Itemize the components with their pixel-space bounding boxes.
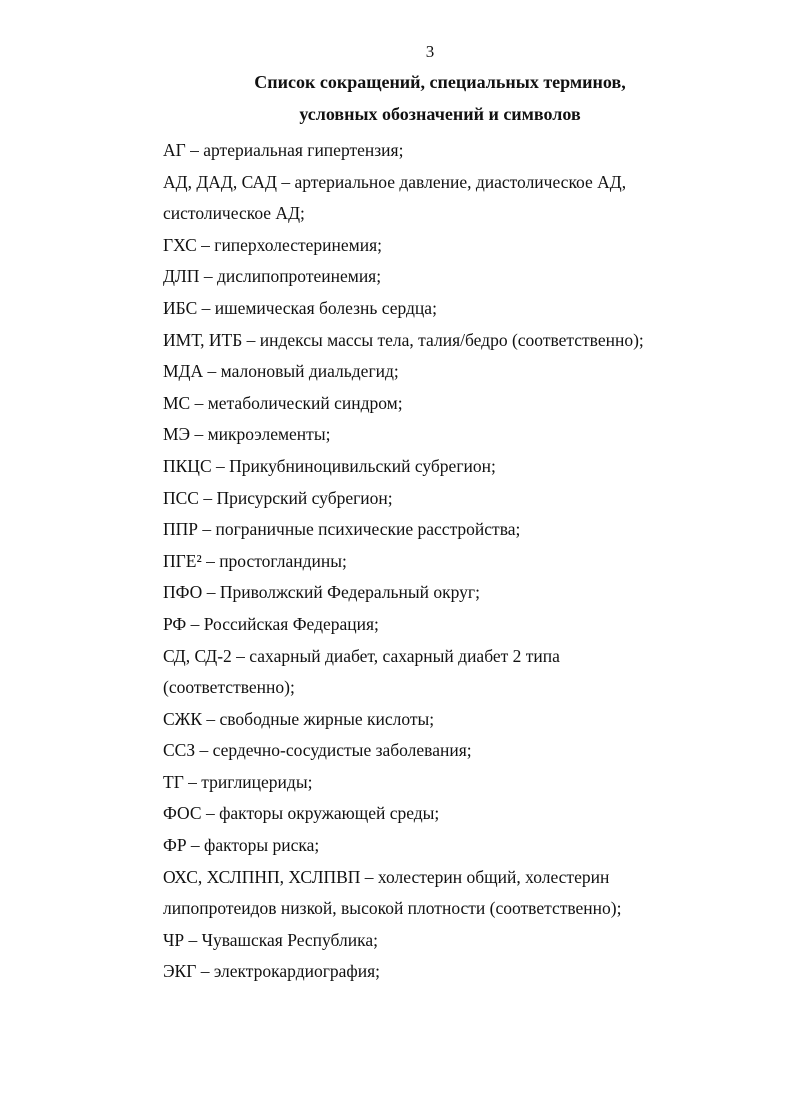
list-item (163, 230, 703, 262)
list-item (163, 704, 703, 736)
list-item (163, 356, 703, 388)
list-item (163, 451, 703, 483)
entry-text: МС – метаболический синдром; (163, 392, 403, 413)
entry-text: АГ – артериальная гипертензия; (163, 140, 404, 160)
entry-text: ТГ – триглицериды; (163, 771, 313, 792)
entry-text: ССЗ – сердечно-сосудистые заболевания; (163, 740, 472, 761)
entry-text: АД, ДАД, САД – артериальное давление, диастолическое АД, (163, 171, 627, 192)
entry-text: ФОС – факторы окружающей среды; (163, 803, 440, 824)
list-item (163, 641, 703, 704)
list-item (163, 546, 703, 578)
list-item (163, 325, 703, 357)
entry-continuation: (соответственно); (163, 677, 295, 698)
entry-text: ДЛП – дислипопротеинемия; (163, 266, 382, 287)
entry-text: СЖК – свободные жирные кислоты; (163, 708, 435, 729)
entry-text: ППР – пограничные психические расстройства; (163, 519, 521, 540)
list-item (163, 514, 703, 546)
entry-text: МЭ – микроэлементы; (163, 424, 331, 445)
list-item (163, 483, 703, 515)
entry-text: ПКЦС – Прикубниноцивильский субрегион; (163, 455, 496, 476)
page-title-line-2: условных обозначений и символов (299, 104, 581, 124)
list-item (163, 798, 703, 830)
entry-text: ЧР – Чувашская Республика; (163, 929, 378, 950)
entry-text: ПФО – Приволжский Федеральный округ; (163, 582, 480, 603)
list-item (163, 830, 703, 862)
list-item (163, 735, 703, 767)
list-item (163, 956, 703, 988)
entry-continuation: систолическое АД; (163, 203, 305, 224)
list-item (163, 293, 703, 325)
list-item (163, 925, 703, 957)
entry-text: СД, СД-2 – сахарный диабет, сахарный диабет 2 типа (163, 645, 560, 666)
list-item (163, 167, 703, 230)
list-item (163, 577, 703, 609)
entry-text: ПГЕ² – простогландины; (163, 550, 347, 571)
abbreviation-list (163, 135, 703, 988)
list-item (163, 767, 703, 799)
list-item (163, 609, 703, 641)
page-number: 3 (425, 42, 435, 61)
entry-text: ОХС, ХСЛПНП, ХСЛПВП – холестерин общий, холестерин (163, 866, 610, 887)
list-item (163, 862, 703, 925)
list-item (163, 419, 703, 451)
list-item (163, 261, 703, 293)
entry-text: ИМТ, ИТБ – индексы массы тела, талия/бедро (соответственно); (163, 329, 644, 350)
page-title-line-1: Список сокращений, специальных терминов, (254, 72, 626, 92)
list-item (163, 388, 703, 420)
entry-continuation: липопротеидов низкой, высокой плотности (соответственно); (163, 898, 622, 919)
entry-text: МДА – малоновый диальдегид; (163, 361, 399, 382)
entry-text: ЭКГ – электрокардиография; (163, 961, 381, 982)
entry-text: ПСС – Присурский субрегион; (163, 487, 393, 508)
entry-text: ГХС – гиперхолестеринемия; (163, 234, 383, 255)
entry-text: ФР – факторы риска; (163, 835, 320, 856)
list-item (163, 135, 703, 167)
entry-text: ИБС – ишемическая болезнь сердца; (163, 297, 437, 318)
entry-text: РФ – Российская Федерация; (163, 613, 379, 634)
